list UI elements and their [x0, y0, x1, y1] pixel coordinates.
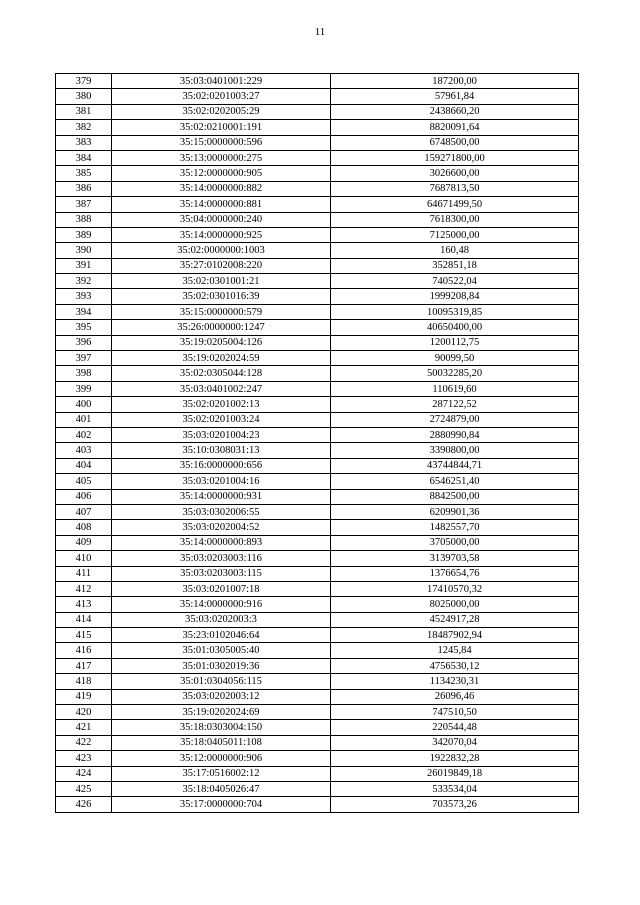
value-cell: 1200112,75: [331, 335, 579, 350]
cadastral-number: 35:12:0000000:905: [112, 166, 331, 181]
table-row: [56, 797, 579, 812]
cadastral-table: [55, 73, 579, 813]
table-row: [56, 320, 579, 335]
table-row: [56, 474, 579, 489]
cadastral-number: 35:02:0202005:29: [112, 104, 331, 119]
table-row: [56, 243, 579, 258]
value-cell: 8820091,64: [331, 120, 579, 135]
row-number: 390: [56, 243, 112, 258]
cadastral-number: 35:02:0201003:24: [112, 412, 331, 427]
row-number: 387: [56, 197, 112, 212]
cadastral-number: 35:19:0202024:69: [112, 705, 331, 720]
row-number: 396: [56, 335, 112, 350]
row-number: 394: [56, 304, 112, 319]
row-number: 420: [56, 705, 112, 720]
value-cell: 8842500,00: [331, 489, 579, 504]
table-row: [56, 104, 579, 119]
cadastral-number: 35:26:0000000:1247: [112, 320, 331, 335]
table-row: [56, 781, 579, 796]
row-number: 423: [56, 751, 112, 766]
table-row: [56, 227, 579, 242]
row-number: 418: [56, 674, 112, 689]
value-cell: 7618300,00: [331, 212, 579, 227]
row-number: 402: [56, 427, 112, 442]
table-row: [56, 74, 579, 89]
cadastral-number: 35:15:0000000:579: [112, 304, 331, 319]
table-row: [56, 120, 579, 135]
value-cell: 7125000,00: [331, 227, 579, 242]
table-row: [56, 504, 579, 519]
value-cell: 1134230,31: [331, 674, 579, 689]
cadastral-number: 35:02:0201002:13: [112, 397, 331, 412]
table-row: [56, 489, 579, 504]
value-cell: 533534,04: [331, 781, 579, 796]
row-number: 381: [56, 104, 112, 119]
cadastral-number: 35:01:0302019:36: [112, 658, 331, 673]
row-number: 395: [56, 320, 112, 335]
value-cell: 3026600,00: [331, 166, 579, 181]
value-cell: 703573,26: [331, 797, 579, 812]
value-cell: 187200,00: [331, 74, 579, 89]
cadastral-number: 35:15:0000000:596: [112, 135, 331, 150]
table-row: [56, 581, 579, 596]
table-row: [56, 258, 579, 273]
cadastral-number: 35:02:0210001:191: [112, 120, 331, 135]
row-number: 408: [56, 520, 112, 535]
cadastral-number: 35:03:0202004:52: [112, 520, 331, 535]
value-cell: 2724879,00: [331, 412, 579, 427]
row-number: 419: [56, 689, 112, 704]
cadastral-number: 35:02:0000000:1003: [112, 243, 331, 258]
cadastral-number: 35:14:0000000:881: [112, 197, 331, 212]
cadastral-number: 35:14:0000000:916: [112, 597, 331, 612]
row-number: 380: [56, 89, 112, 104]
cadastral-number: 35:10:0308031:13: [112, 443, 331, 458]
row-number: 425: [56, 781, 112, 796]
table-row: [56, 351, 579, 366]
row-number: 389: [56, 227, 112, 242]
table-row: [56, 89, 579, 104]
row-number: 388: [56, 212, 112, 227]
value-cell: 3139703,58: [331, 551, 579, 566]
table-row: [56, 643, 579, 658]
row-number: 386: [56, 181, 112, 196]
row-number: 391: [56, 258, 112, 273]
row-number: 384: [56, 150, 112, 165]
table-row: [56, 289, 579, 304]
cadastral-number: 35:14:0000000:893: [112, 535, 331, 550]
row-number: 385: [56, 166, 112, 181]
row-number: 397: [56, 351, 112, 366]
row-number: 417: [56, 658, 112, 673]
table-row: [56, 735, 579, 750]
cadastral-number: 35:12:0000000:906: [112, 751, 331, 766]
cadastral-number: 35:01:0304056:115: [112, 674, 331, 689]
table-row: [56, 274, 579, 289]
value-cell: 57961,84: [331, 89, 579, 104]
cadastral-number: 35:18:0405011:108: [112, 735, 331, 750]
row-number: 392: [56, 274, 112, 289]
row-number: 406: [56, 489, 112, 504]
cadastral-number: 35:01:0305005:40: [112, 643, 331, 658]
row-number: 409: [56, 535, 112, 550]
table-row: [56, 597, 579, 612]
value-cell: 50032285,20: [331, 366, 579, 381]
table-row: [56, 689, 579, 704]
value-cell: 2880990,84: [331, 427, 579, 442]
value-cell: 10095319,85: [331, 304, 579, 319]
cadastral-number: 35:03:0401001:229: [112, 74, 331, 89]
value-cell: 4524917,28: [331, 612, 579, 627]
cadastral-number: 35:23:0102046:64: [112, 628, 331, 643]
value-cell: 160,48: [331, 243, 579, 258]
value-cell: 342070,04: [331, 735, 579, 750]
table-row: [56, 181, 579, 196]
table-row: [56, 674, 579, 689]
value-cell: 2438660,20: [331, 104, 579, 119]
value-cell: 64671499,50: [331, 197, 579, 212]
table-row: [56, 427, 579, 442]
cadastral-number: 35:13:0000000:275: [112, 150, 331, 165]
row-number: 426: [56, 797, 112, 812]
value-cell: 159271800,00: [331, 150, 579, 165]
value-cell: 90099,50: [331, 351, 579, 366]
row-number: 383: [56, 135, 112, 150]
table-row: [56, 443, 579, 458]
value-cell: 26019849,18: [331, 766, 579, 781]
table-row: [56, 381, 579, 396]
cadastral-number: 35:03:0401002:247: [112, 381, 331, 396]
cadastral-number: 35:17:0516002:12: [112, 766, 331, 781]
cadastral-number: 35:03:0203003:116: [112, 551, 331, 566]
table-row: [56, 612, 579, 627]
value-cell: 287122,52: [331, 397, 579, 412]
row-number: 413: [56, 597, 112, 612]
table-row: [56, 197, 579, 212]
table-row: [56, 458, 579, 473]
table-row: [56, 520, 579, 535]
value-cell: 26096,46: [331, 689, 579, 704]
row-number: 407: [56, 504, 112, 519]
row-number: 405: [56, 474, 112, 489]
page-number: 11: [314, 26, 326, 38]
table-row: [56, 766, 579, 781]
cadastral-number: 35:14:0000000:882: [112, 181, 331, 196]
cadastral-number: 35:14:0000000:931: [112, 489, 331, 504]
cadastral-number: 35:18:0303004:150: [112, 720, 331, 735]
row-number: 422: [56, 735, 112, 750]
table-row: [56, 166, 579, 181]
cadastral-number: 35:03:0302006:55: [112, 504, 331, 519]
value-cell: 3705000,00: [331, 535, 579, 550]
table-row: [56, 566, 579, 581]
cadastral-number: 35:03:0202003:12: [112, 689, 331, 704]
table-row: [56, 628, 579, 643]
table-row: [56, 397, 579, 412]
value-cell: 1922832,28: [331, 751, 579, 766]
row-number: 401: [56, 412, 112, 427]
cadastral-number: 35:02:0301016:39: [112, 289, 331, 304]
cadastral-number: 35:17:0000000:704: [112, 797, 331, 812]
cadastral-number: 35:19:0202024:59: [112, 351, 331, 366]
cadastral-number: 35:02:0301001:21: [112, 274, 331, 289]
row-number: 400: [56, 397, 112, 412]
value-cell: 1482557,70: [331, 520, 579, 535]
cadastral-number: 35:02:0201003:27: [112, 89, 331, 104]
row-number: 424: [56, 766, 112, 781]
value-cell: 40650400,00: [331, 320, 579, 335]
row-number: 421: [56, 720, 112, 735]
table-row: [56, 658, 579, 673]
value-cell: 1376654,76: [331, 566, 579, 581]
row-number: 399: [56, 381, 112, 396]
value-cell: 43744844,71: [331, 458, 579, 473]
cadastral-number: 35:14:0000000:925: [112, 227, 331, 242]
value-cell: 8025000,00: [331, 597, 579, 612]
row-number: 403: [56, 443, 112, 458]
cadastral-number: 35:03:0201004:16: [112, 474, 331, 489]
row-number: 415: [56, 628, 112, 643]
row-number: 414: [56, 612, 112, 627]
value-cell: 6748500,00: [331, 135, 579, 150]
table-row: [56, 150, 579, 165]
value-cell: 1999208,84: [331, 289, 579, 304]
row-number: 404: [56, 458, 112, 473]
row-number: 410: [56, 551, 112, 566]
value-cell: 6209901,36: [331, 504, 579, 519]
table-row: [56, 366, 579, 381]
table-row: [56, 304, 579, 319]
value-cell: 4756530,12: [331, 658, 579, 673]
row-number: 382: [56, 120, 112, 135]
value-cell: 7687813,50: [331, 181, 579, 196]
value-cell: 747510,50: [331, 705, 579, 720]
row-number: 379: [56, 74, 112, 89]
table-row: [56, 335, 579, 350]
cadastral-number: 35:03:0201004:23: [112, 427, 331, 442]
value-cell: 740522,04: [331, 274, 579, 289]
table-body: [56, 74, 579, 813]
value-cell: 110619,60: [331, 381, 579, 396]
table-row: [56, 135, 579, 150]
cadastral-number: 35:18:0405026:47: [112, 781, 331, 796]
table-row: [56, 720, 579, 735]
row-number: 411: [56, 566, 112, 581]
table-row: [56, 551, 579, 566]
cadastral-number: 35:04:0000000:240: [112, 212, 331, 227]
table-row: [56, 751, 579, 766]
value-cell: 18487902,94: [331, 628, 579, 643]
table-row: [56, 705, 579, 720]
table-row: [56, 212, 579, 227]
row-number: 416: [56, 643, 112, 658]
cadastral-number: 35:19:0205004:126: [112, 335, 331, 350]
cadastral-number: 35:02:0305044:128: [112, 366, 331, 381]
cadastral-number: 35:03:0203003:115: [112, 566, 331, 581]
table-row: [56, 412, 579, 427]
value-cell: 3390800,00: [331, 443, 579, 458]
cadastral-number: 35:03:0202003:3: [112, 612, 331, 627]
cadastral-number: 35:16:0000000:656: [112, 458, 331, 473]
value-cell: 6546251,40: [331, 474, 579, 489]
row-number: 412: [56, 581, 112, 596]
cadastral-number: 35:27:0102008:220: [112, 258, 331, 273]
value-cell: 220544,48: [331, 720, 579, 735]
table-row: [56, 535, 579, 550]
value-cell: 1245,84: [331, 643, 579, 658]
row-number: 398: [56, 366, 112, 381]
cadastral-number: 35:03:0201007:18: [112, 581, 331, 596]
value-cell: 352851,18: [331, 258, 579, 273]
value-cell: 17410570,32: [331, 581, 579, 596]
row-number: 393: [56, 289, 112, 304]
